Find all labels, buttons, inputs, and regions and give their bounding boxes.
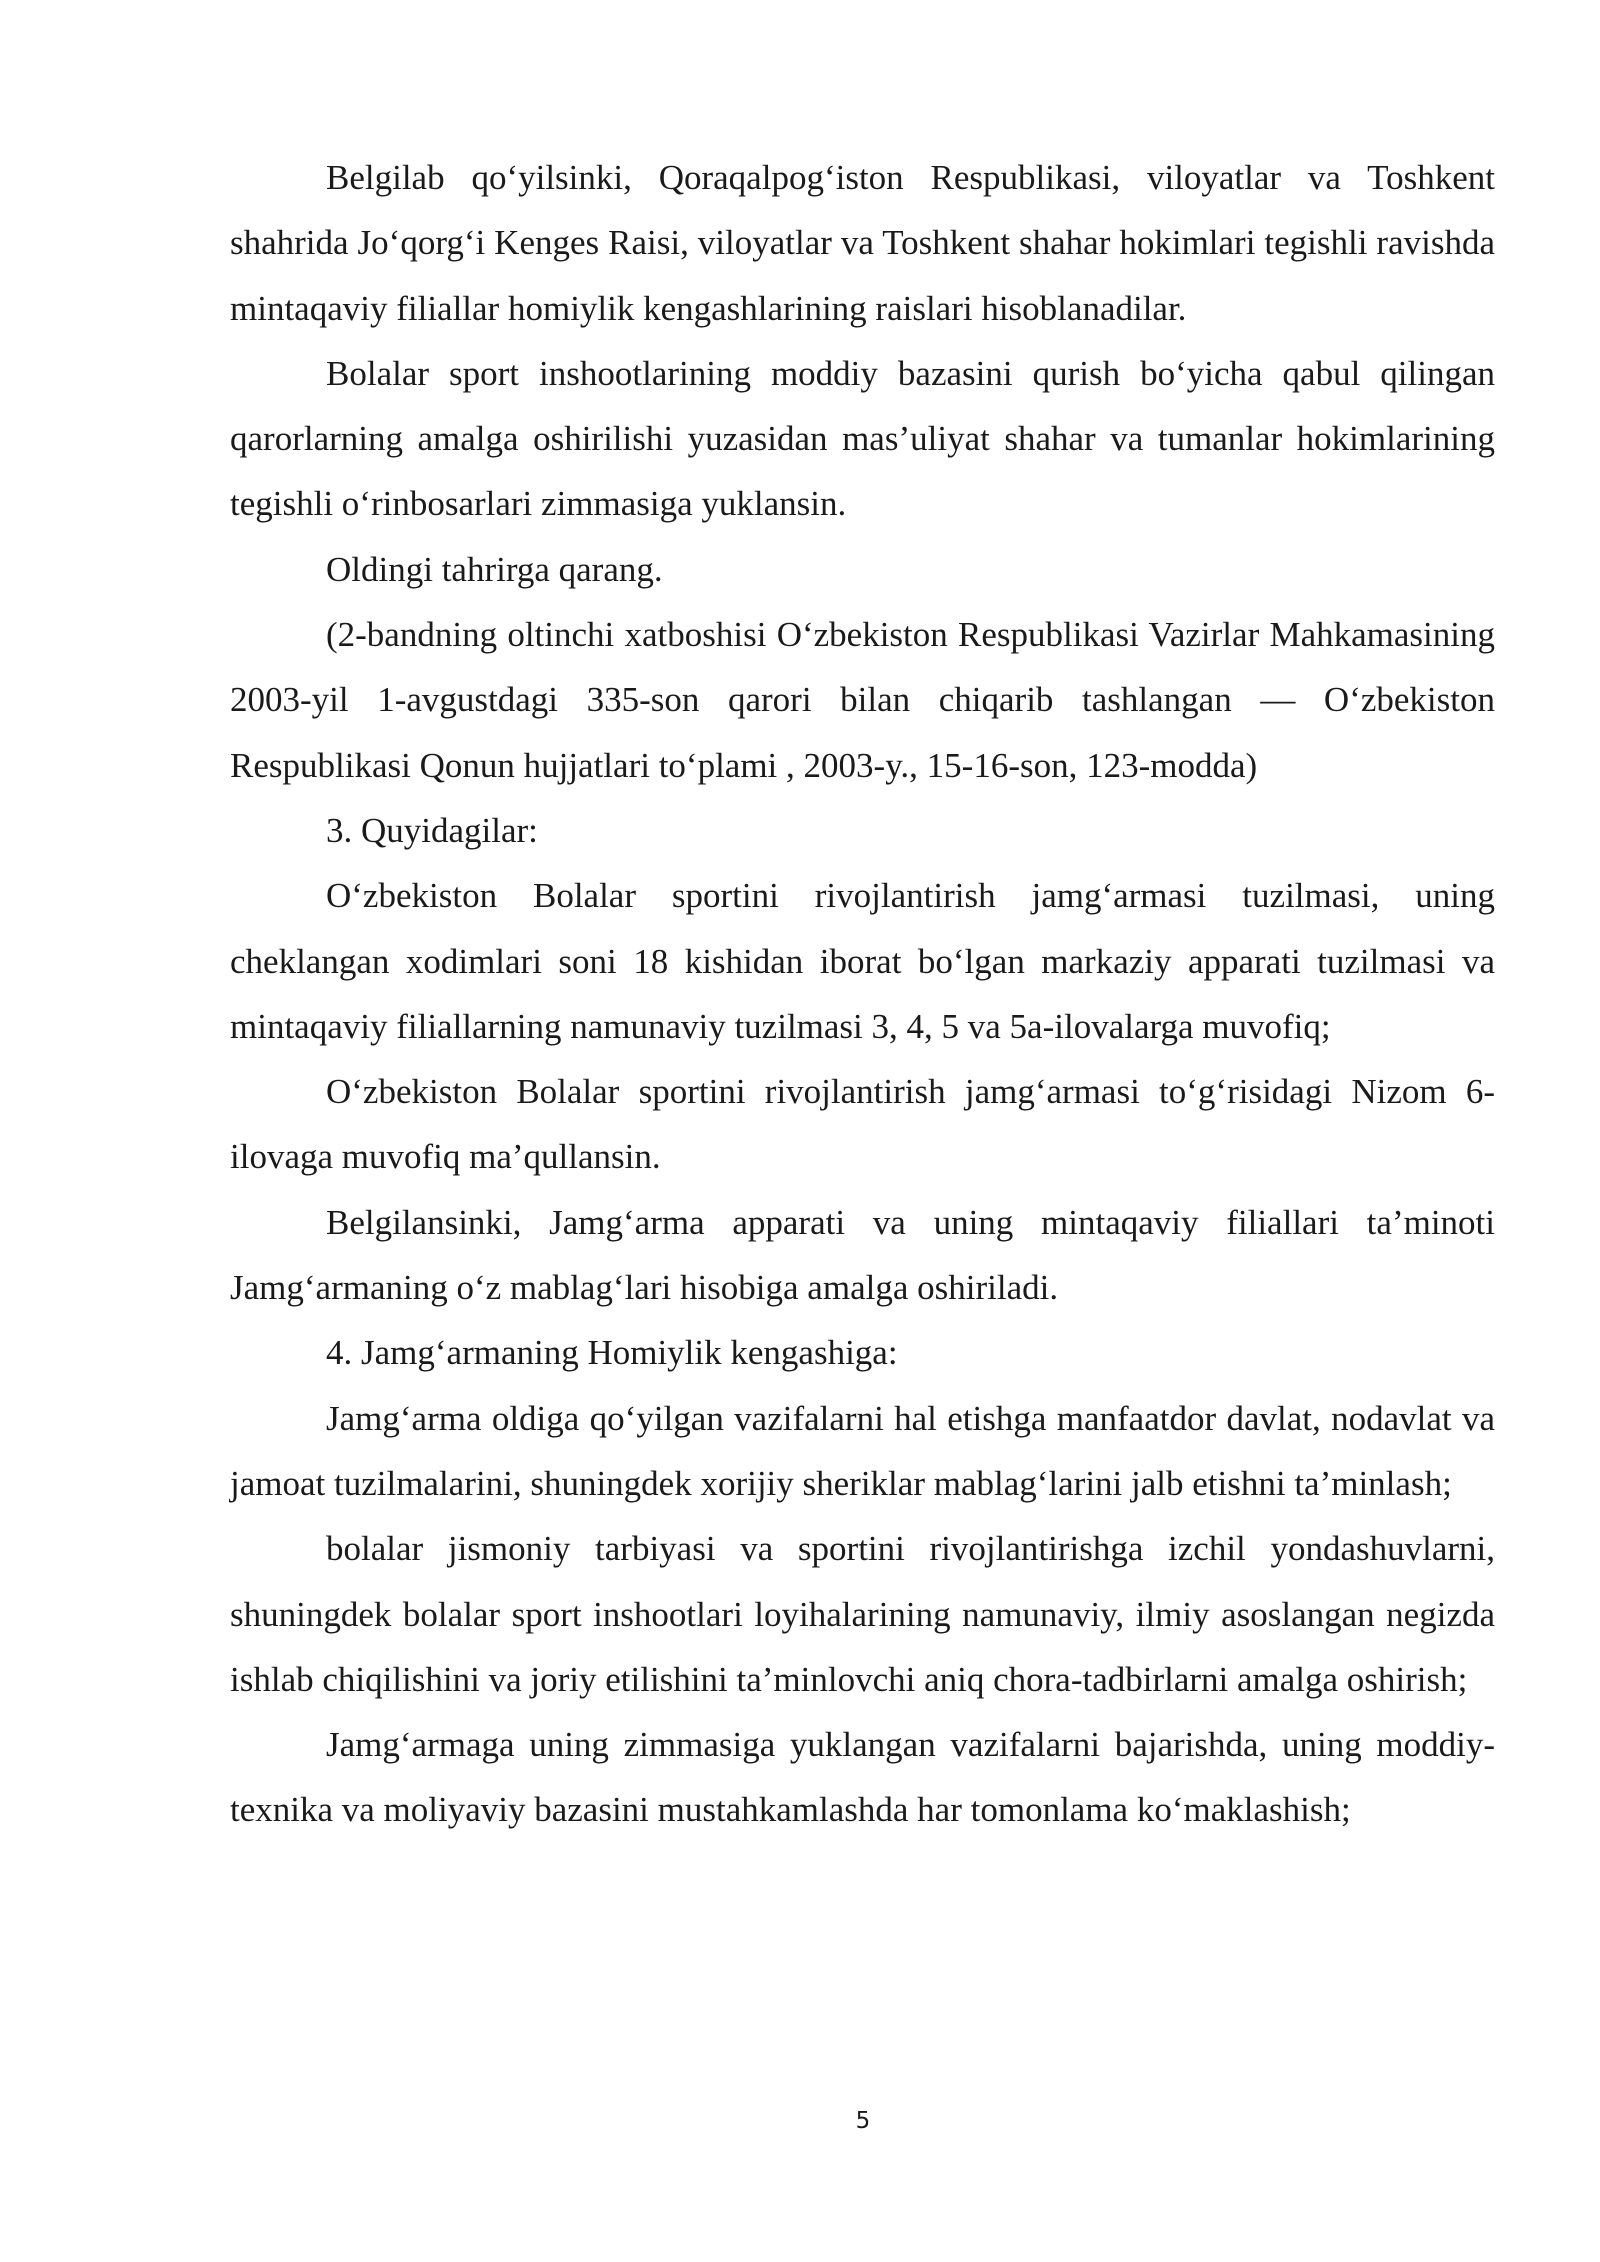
paragraph: (2-bandning oltinchi xatboshisi O‘zbekiston Respublikasi Vazirlar Mahkamasining 2003-yil 1-avgustdagi 335-son qarori bilan chiqarib tashlangan — O‘zbekiston Respublikasi Qonun hujjatlari to‘plami , 2003-y., 15-16-son, 123-modda): [230, 615, 1495, 785]
paragraph: 3. Quyidagilar:: [326, 810, 538, 850]
paragraph: Belgilansinki, Jamg‘arma apparati va uning mintaqaviy filiallari ta’minoti Jamg‘armaning o‘z mablag‘lari hisobiga amalga oshiriladi.: [230, 1202, 1495, 1308]
paragraph: O‘zbekiston Bolalar sportini rivojlantirish jamg‘armasi tuzilmasi, uning cheklangan xodimlari soni 18 kishidan iborat bo‘lgan markaziy apparati tuzilmasi va mintaqaviy filiallarning namunaviy tuzilmasi 3, 4, 5 va 5a-ilovalarga muvofiq;: [230, 876, 1495, 1046]
paragraph: Oldingi tahrirga qarang.: [326, 549, 663, 589]
paragraph: 4. Jamg‘armaning Homiylik kengashiga:: [326, 1333, 898, 1373]
paragraph: Jamg‘armaga uning zimmasiga yuklangan vazifalarni bajarishda, uning moddiy-texnika va moliyaviy bazasini mustahkamlashda har tomonlama ko‘maklashish;: [230, 1725, 1495, 1830]
paragraph: O‘zbekiston Bolalar sportini rivojlantirish jamg‘armasi to‘g‘risidagi Nizom 6-ilovaga muvofiq ma’qullansin.: [230, 1072, 1495, 1177]
paragraph: Bolalar sport inshootlarining moddiy bazasini qurish bo‘yicha qabul qilingan qarorlarning amalga oshirilishi yuzasidan mas’uliyat shahar va tumanlar hokimlarining tegishli o‘rinbosarlari zimmasiga yuklansin.: [230, 353, 1495, 524]
document-body: [230, 145, 1495, 1843]
page-number: 5: [855, 2108, 871, 2134]
paragraph: Belgilab qo‘yilsinki, Qoraqalpog‘iston Respublikasi, viloyatlar va Toshkent shahrida Jo‘qorg‘i Kenges Raisi, viloyatlar va Toshkent shahar hokimlari tegishli ravishda mintaqaviy filiallar homiylik kengashlarining raislari hisoblanadilar.: [230, 158, 1495, 328]
paragraph: bolalar jismoniy tarbiyasi va sportini rivojlantirishga izchil yondashuvlarni, shuningdek bolalar sport inshootlari loyihalarining namunaviy, ilmiy asoslangan negizda ishlab chiqilishini va joriy etilishini ta’minlovchi aniq chora-tadbirlarni amalga oshirish;: [230, 1529, 1495, 1699]
paragraph: Jamg‘arma oldiga qo‘yilgan vazifalarni hal etishga manfaatdor davlat, nodavlat va jamoat tuzilmalarini, shuningdek xorijiy sheriklar mablag‘larini jalb etishni ta’minlash;: [230, 1398, 1495, 1503]
